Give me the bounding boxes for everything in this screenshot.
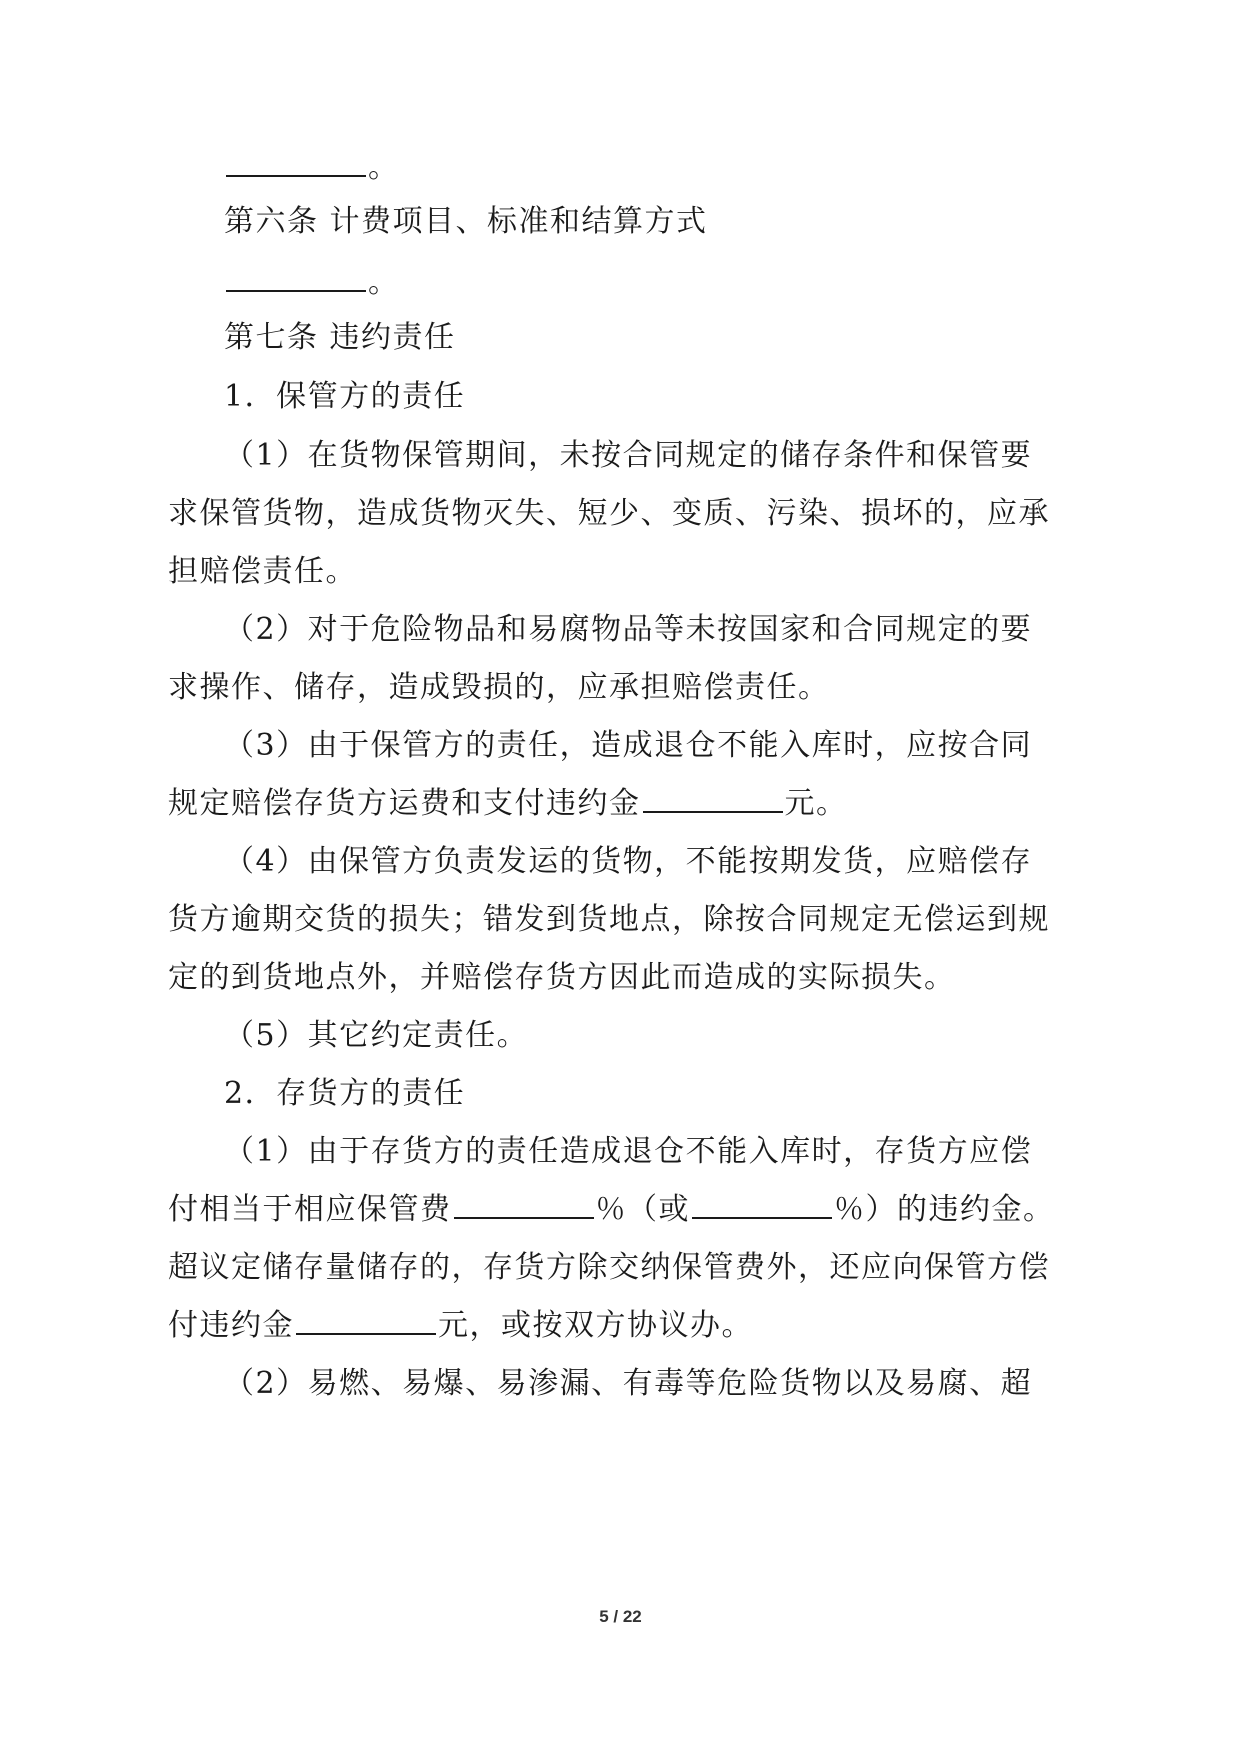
line-text: 规定赔偿存货方运费和支付违约金 (168, 786, 641, 821)
paragraph-line: 担赔偿责任。 (168, 554, 357, 589)
blank-line-2 (224, 263, 400, 303)
paragraph-line: （2）易燃、易爆、易渗漏、有毒等危险货物以及易腐、超 (224, 1366, 1033, 1401)
paragraph-line: 定的到货地点外，并赔偿存货方因此而造成的实际损失。 (168, 960, 956, 995)
section-1-heading: 1．保管方的责任 (224, 379, 466, 414)
paragraph-line: 求保管货物，造成货物灭失、短少、变质、污染、损坏的，应承 (168, 496, 1050, 531)
paragraph-line: （1）在货物保管期间，未按合同规定的储存条件和保管要 (224, 438, 1033, 473)
fill-in-blank (296, 1307, 436, 1335)
fill-in-blank (454, 1191, 594, 1219)
line-text: 。 (368, 265, 400, 300)
paragraph-line: 求操作、储存，造成毁损的，应承担赔偿责任。 (168, 670, 830, 705)
line-text: 。 (368, 150, 400, 185)
paragraph-line: （3）由于保管方的责任，造成退仓不能入库时，应按合同 (224, 728, 1033, 763)
paragraph-line: （2）对于危险物品和易腐物品等未按国家和合同规定的要 (224, 612, 1033, 647)
line-text: 付相当于相应保管费 (168, 1192, 452, 1227)
paragraph-line-with-blanks (168, 1190, 1055, 1230)
line-text: 元，或按双方协议办。 (438, 1308, 753, 1343)
paragraph-line: （4）由保管方负责发运的货物，不能按期发货，应赔偿存 (224, 844, 1033, 879)
article-7-heading: 第七条 违约责任 (224, 320, 456, 355)
line-text: ％（或 (595, 1192, 690, 1227)
fill-in-blank (226, 264, 366, 292)
line-text: ％）的违约金。 (834, 1192, 1055, 1227)
line-text: 付违约金 (168, 1308, 294, 1343)
paragraph-line: （5）其它约定责任。 (224, 1018, 529, 1053)
fill-in-blank (692, 1191, 832, 1219)
paragraph-line: （1）由于存货方的责任造成退仓不能入库时，存货方应偿 (224, 1134, 1033, 1169)
fill-in-blank (226, 149, 366, 177)
paragraph-line-with-blank (168, 1306, 753, 1346)
article-6-heading: 第六条 计费项目、标准和结算方式 (224, 204, 708, 239)
paragraph-line-with-blank (168, 784, 848, 824)
fill-in-blank (643, 785, 783, 813)
paragraph-line: 货方逾期交货的损失；错发到货地点，除按合同规定无偿运到规 (168, 902, 1050, 937)
page-number: 5 / 22 (599, 1607, 642, 1626)
blank-line-1 (224, 148, 400, 188)
paragraph-line: 超议定储存量储存的，存货方除交纳保管费外，还应向保管方偿 (168, 1250, 1050, 1285)
line-text: 元。 (784, 786, 848, 821)
section-2-heading: 2．存货方的责任 (224, 1076, 466, 1111)
